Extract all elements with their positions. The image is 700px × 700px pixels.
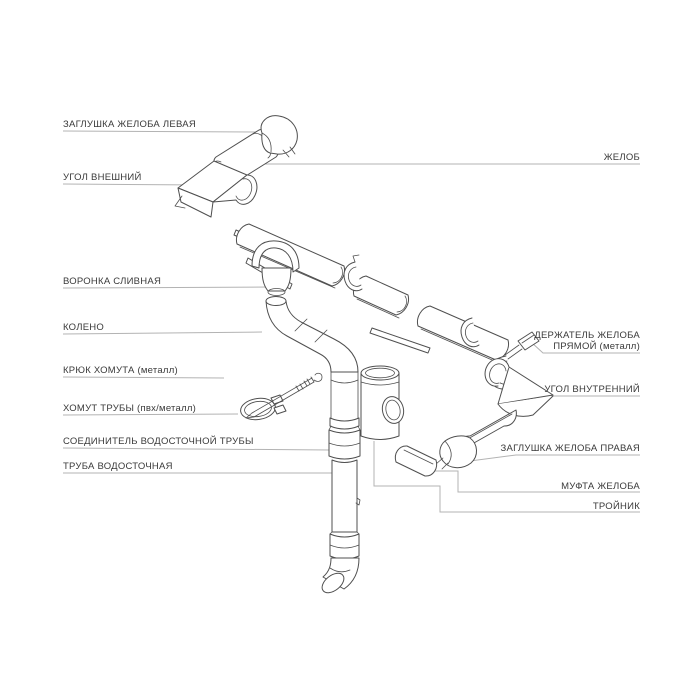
elbow-part	[266, 297, 358, 373]
leader-hook	[63, 377, 224, 378]
label-pipe-connector: СОЕДИНИТЕЛЬ ВОДОСТОЧНОЙ ТРУБЫ	[63, 436, 254, 447]
downpipe-part	[319, 372, 360, 597]
bracket-strap	[370, 328, 430, 353]
label-gutter: ЖЕЛОБ	[603, 152, 640, 163]
gutter-coupling-part	[395, 446, 436, 476]
label-tee: ТРОЙНИК	[592, 501, 640, 512]
leader-end-cap-left	[63, 131, 258, 132]
gutter-clip	[344, 255, 362, 291]
label-elbow: КОЛЕНО	[63, 322, 105, 333]
end-cap-right-part	[436, 436, 477, 469]
leader-end-cap-right	[470, 455, 640, 461]
label-end-cap-right: ЗАГЛУШКА ЖЕЛОБА ПРАВАЯ	[500, 443, 640, 454]
pipe-outlet-elbow	[319, 558, 359, 597]
label-holder-line1: ДЕРЖАТЕЛЬ ЖЕЛОБА	[534, 330, 640, 341]
end-cap-left-part	[261, 116, 297, 157]
label-outer-corner: УГОЛ ВНЕШНИЙ	[63, 172, 142, 183]
label-funnel: ВОРОНКА СЛИВНАЯ	[63, 276, 162, 287]
inner-corner-part	[485, 359, 553, 417]
leader-pipe-connector	[63, 448, 330, 450]
label-hook: КРЮК ХОМУТА (металл)	[63, 365, 178, 376]
leader-pipe-clamp	[63, 414, 238, 415]
label-downpipe: ТРУБА ВОДОСТОЧНАЯ	[63, 461, 173, 472]
label-pipe-clamp: ХОМУТ ТРУБЫ (пвх/металл)	[63, 403, 197, 414]
leader-funnel	[63, 287, 272, 288]
pipe-coupling-part	[330, 532, 359, 559]
label-holder-line2: ПРЯМОЙ (металл)	[553, 341, 640, 352]
tee-part	[361, 366, 406, 440]
pipe-connector-part	[329, 426, 360, 459]
label-inner-corner: УГОЛ ВНУТРЕННИЙ	[544, 384, 640, 395]
label-end-cap-left: ЗАГЛУШКА ЖЕЛОБА ЛЕВАЯ	[63, 119, 196, 130]
label-coupling: МУФТА ЖЕЛОБА	[561, 481, 640, 492]
gutter-half-pipe	[353, 276, 408, 315]
